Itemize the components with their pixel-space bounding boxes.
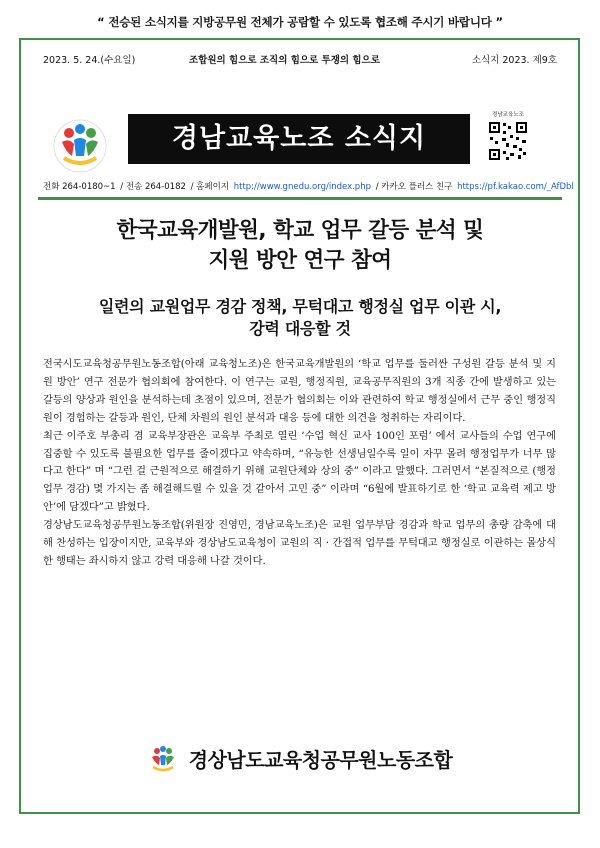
kakao-label: / 카카오 플러스 친구 xyxy=(375,182,453,192)
circulation-notice: “ 전승된 소식지를 지방공무원 전체가 공람할 수 있도록 협조해 주시기 바랍니다 ” xyxy=(97,15,503,29)
homepage-label: / 홈페이지 xyxy=(190,182,230,192)
kakao-link[interactable]: https://pf.kakao.com/_AfDbl xyxy=(457,182,574,192)
fax-number: / 전송 264-0182 xyxy=(120,182,186,192)
subheadline-line-2: 강력 대응할 것 xyxy=(249,319,351,338)
contact-line xyxy=(43,180,574,192)
headline-line-2: 지원 방안 연구 참여 xyxy=(208,248,392,273)
article-paragraph: 경상남도교육청공무원노동조합(위원장 진영민, 경남교육노조)은 교원 업무부담 경감과 학교 업무의 총량 감축에 대해 찬성하는 입장이지만, 교육부와 경상남도교육청이 교원의 직 · 간접적 업무를 무턱대고 행정실로 이관하는 몰상식한 행태는 좌시하지 않고 강력 대응해 나갈 것이다. xyxy=(43,520,556,567)
subheadline-line-1: 일련의 교원업무 경감 정책, 무턱대고 행정실 업무 이관 시, xyxy=(98,297,502,316)
article-body xyxy=(43,356,556,571)
footer-signature xyxy=(0,744,600,780)
union-name: 경상남도교육청공무원노동조합 xyxy=(188,748,453,772)
homepage-link[interactable]: http://www.gnedu.org/index.php xyxy=(233,182,371,192)
article-paragraph: 최근 이주호 부총리 겸 교육부장관은 교육부 주최로 열린 ‘수업 혁신 교사 100인 포럼’ 에서 교사들의 수업 연구에 집중할 수 있도록 불필요한 업무를 줄이겠다고 약속하며, “유능한 선생님일수록 일이 자꾸 몰려 행정업무가 너무 많다고 한다” 며 “그런 걸 근원적으로 해결하기 위해 교원단체와 상의 중” 이라고 말했다. 그러면서 “본질적으로 (행정업무 경감) 몇 가지는 좀 해결해드릴 수 있을 것 같아서 고민 중” 이라며 “6월에 발표하기로 한 ‘학교 교육력 제고 방안’에 담겠다”고 밝혔다. xyxy=(43,430,556,514)
issue-date: 2023. 5. 24.(수요일) xyxy=(43,55,136,66)
phone-number: 전화 264-0180~1 xyxy=(43,182,116,192)
subheadline xyxy=(30,296,570,340)
headline xyxy=(30,216,570,276)
qr-code-icon[interactable] xyxy=(488,121,528,161)
qr-caption: 경남교육노조 xyxy=(492,112,524,118)
union-motto: 조합원의 힘으로 조직의 힘으로 투쟁의 힘으로 xyxy=(189,55,380,66)
issue-number: 소식지 2023. 제9호 xyxy=(471,55,557,66)
masthead-divider xyxy=(38,197,562,200)
headline-line-1: 한국교육개발원, 학교 업무 갈등 분석 및 xyxy=(116,218,484,243)
article-paragraph: 전국시도교육청공무원노동조합(아래 교육청노조)은 한국교육개발원의 ‘학교 업무를 둘러싼 구성원 갈등 분석 및 지원 방안’ 연구 전문가 협의회에 참여한다. 이 연구는 교원, 행정직원, 교육공무직원의 3개 직종 간에 발생하고 있는 갈등의 양상과 원인을 분석하는데 초점이 있으며, 전문가 협의회는 이와 관련하여 학교 행정실에서 근무 중인 행정직원이 경험하는 갈등과 원인, 단체 차원의 원인 분석과 대응 등에 대한 의견을 청취하는 자리이다. xyxy=(43,359,556,424)
union-logo-icon xyxy=(52,118,108,174)
masthead-meta xyxy=(43,52,557,68)
union-logo-icon xyxy=(148,745,178,773)
newsletter-title-banner: 경남교육노조 소식지 xyxy=(128,114,470,164)
